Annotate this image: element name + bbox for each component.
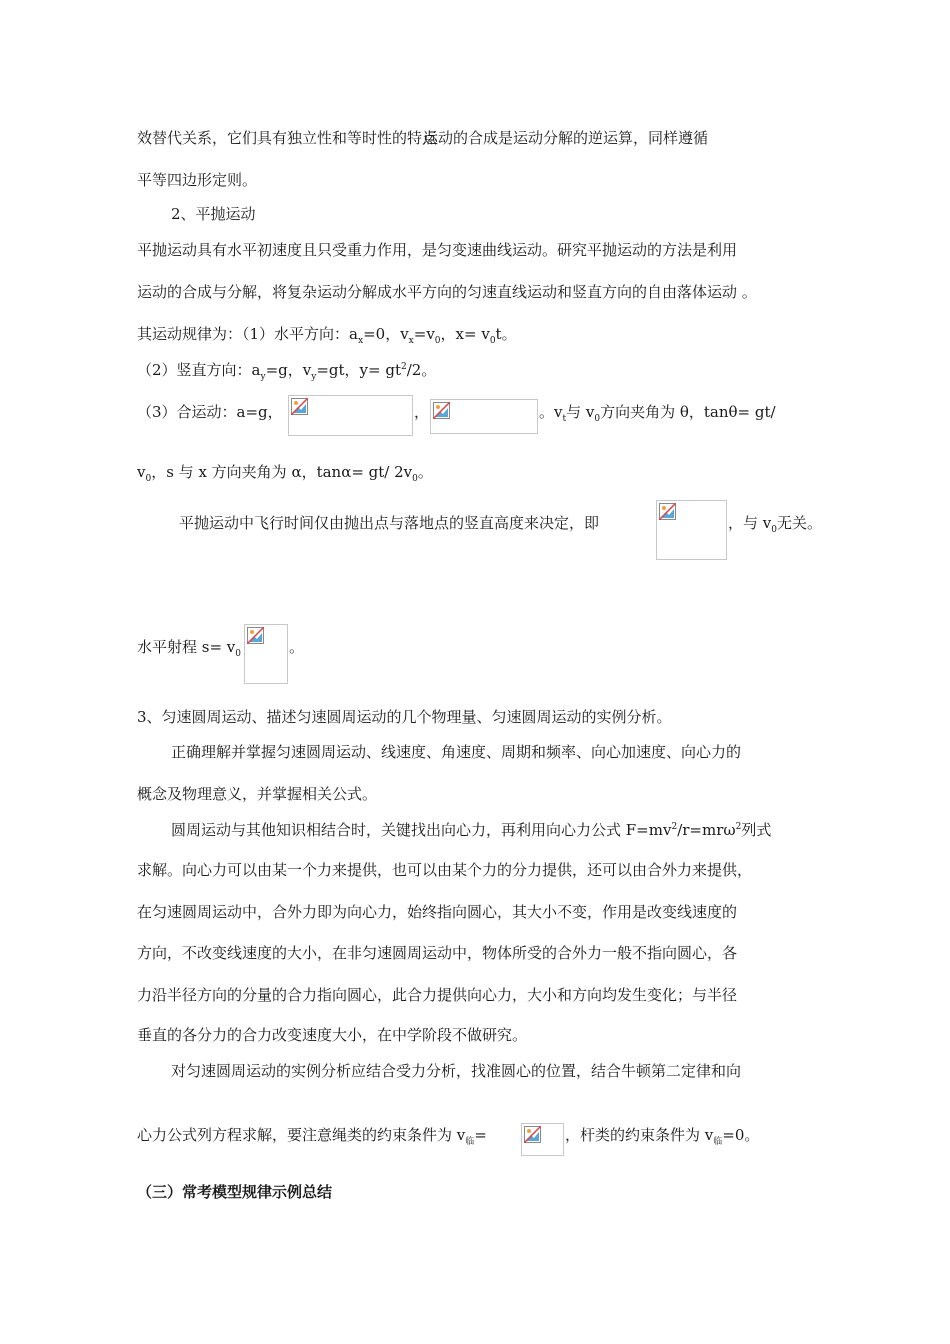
text: 效替代关系，它们具有独立性和等时性的特点	[137, 129, 438, 147]
text-line: 正确理解并掌握匀速圆周运动、线速度、角速度、周期和频率、向心加速度、向心力的	[171, 743, 742, 761]
formula-image-placeholder	[521, 1123, 564, 1156]
text-line: 力沿半径方向的分量的合力指向圆心，此合力提供向心力，大小和方向均发生变化；与半径	[137, 986, 738, 1004]
text-line: 概念及物理意义，并掌握相关公式。	[137, 785, 378, 803]
broken-image-icon	[247, 627, 264, 644]
text: 方向夹角为 θ，tanθ= gt/	[600, 403, 776, 421]
formula-line	[137, 1125, 487, 1145]
text: t。	[495, 325, 517, 343]
text: =	[474, 1126, 487, 1144]
text-line: 方向，不改变线速度的大小，在非匀速圆周运动中，物体所受的合外力一般不指向圆心，各	[137, 944, 738, 962]
text: /2。	[406, 361, 437, 379]
formula-line	[565, 1125, 759, 1145]
formula-line	[137, 637, 241, 657]
subscript: 0	[434, 336, 441, 346]
text: 心力公式列方程求解，要注意绳类的约束条件为 v	[137, 1126, 466, 1144]
text-line: 平抛运动中飞行时间仅由抛出点与落地点的竖直高度来决定，即	[179, 514, 600, 532]
text: 圆周运动与其他知识相结合时，关键找出向心力，再利用向心力公式 F=mv	[171, 821, 672, 839]
text: =0。	[722, 1126, 760, 1144]
text: ，与 v	[728, 514, 772, 532]
subscript: x	[358, 336, 364, 346]
text-line: 在匀速圆周运动中，合外力即为向心力，始终指向圆心，其大小不变，作用是改变线速度的	[137, 903, 738, 921]
text: （3）合运动：a=g，	[137, 403, 283, 421]
subscript: y	[260, 372, 266, 382]
text: =gt，y= gt	[316, 361, 401, 379]
text-line: 求解。向心力可以由某一个力来提供，也可以由某个力的分力提供，还可以由合外力来提供，	[137, 861, 753, 879]
text: ，	[414, 403, 430, 421]
subscript: t	[562, 414, 567, 424]
broken-image-icon	[659, 503, 676, 520]
text: ，杆类的约束条件为 v	[565, 1126, 714, 1144]
subscript: 0	[235, 649, 242, 659]
superscript: 2	[735, 822, 742, 832]
formula-line	[539, 402, 776, 422]
text: 列式	[741, 821, 772, 839]
text: 。	[289, 638, 305, 656]
text-line: 平抛运动具有水平初速度且只受重力作用，是匀变速曲线运动。研究平抛运动的方法是利用	[137, 241, 738, 259]
section-heading: 3、匀速圆周运动、描述匀速圆周运动的几个物理量、匀速圆周运动的实例分析。	[137, 708, 672, 726]
text: =0，v	[363, 325, 409, 343]
section-heading: （三）常考模型规律示例总结	[137, 1183, 333, 1201]
text: =v	[413, 325, 435, 343]
text-line: 平等四边形定则。	[137, 171, 258, 189]
subscript: 0	[771, 525, 777, 535]
broken-image-icon	[291, 398, 308, 415]
text: 水平射程 s= v	[137, 638, 236, 656]
subscript: 临	[465, 1137, 475, 1147]
text: 其运动规律为：（1）水平方向：a	[137, 325, 358, 343]
broken-image-icon	[524, 1126, 541, 1143]
superscript: 2	[671, 822, 678, 832]
text: 与 v	[566, 403, 595, 421]
text-line	[137, 128, 708, 148]
subscript: 0	[145, 474, 152, 484]
text: /r=mrω	[677, 821, 736, 839]
formula-image-placeholder	[656, 500, 727, 560]
text: ，s 与 x 方向夹角为 α，tanα= gt/ 2v	[151, 463, 413, 481]
formula-image-placeholder	[244, 624, 288, 684]
subscript: x	[408, 336, 414, 346]
subscript: y	[311, 372, 317, 382]
formula-line	[137, 402, 283, 422]
text: v	[137, 463, 146, 481]
text: （2）竖直方向：a	[137, 361, 261, 379]
formula-image-placeholder	[288, 395, 413, 436]
formula-line	[728, 513, 822, 533]
text: 。v	[539, 403, 563, 421]
formula-line	[137, 324, 517, 344]
text: 。	[417, 463, 433, 481]
text-line: 运动的合成与分解，将复杂运动分解成水平方向的匀速直线运动和竖直方向的自由落体运动 。	[137, 283, 757, 301]
text: =g，v	[265, 361, 312, 379]
broken-image-icon	[433, 402, 450, 419]
subscript: 0	[489, 336, 496, 346]
subscript: 0	[412, 474, 418, 484]
formula-line	[137, 462, 433, 482]
text: 无关。	[776, 514, 822, 532]
formula-line	[171, 820, 771, 840]
text-line: 垂直的各分力的合力改变速度大小，在中学阶段不做研究。	[137, 1026, 528, 1044]
formula-line	[137, 360, 436, 380]
text-line: 对匀速圆周运动的实例分析应结合受力分析，找准圆心的位置，结合牛顿第二定律和向	[171, 1062, 742, 1080]
section-heading: 2、平抛运动	[171, 205, 256, 223]
formula-image-placeholder	[430, 399, 538, 434]
text: 运动的合成是运动分解的逆运算，同样遵循	[423, 129, 709, 147]
subscript: 0	[594, 414, 601, 424]
subscript: 临	[713, 1137, 723, 1147]
text: ，x= v	[440, 325, 490, 343]
superscript: 2	[400, 362, 407, 372]
